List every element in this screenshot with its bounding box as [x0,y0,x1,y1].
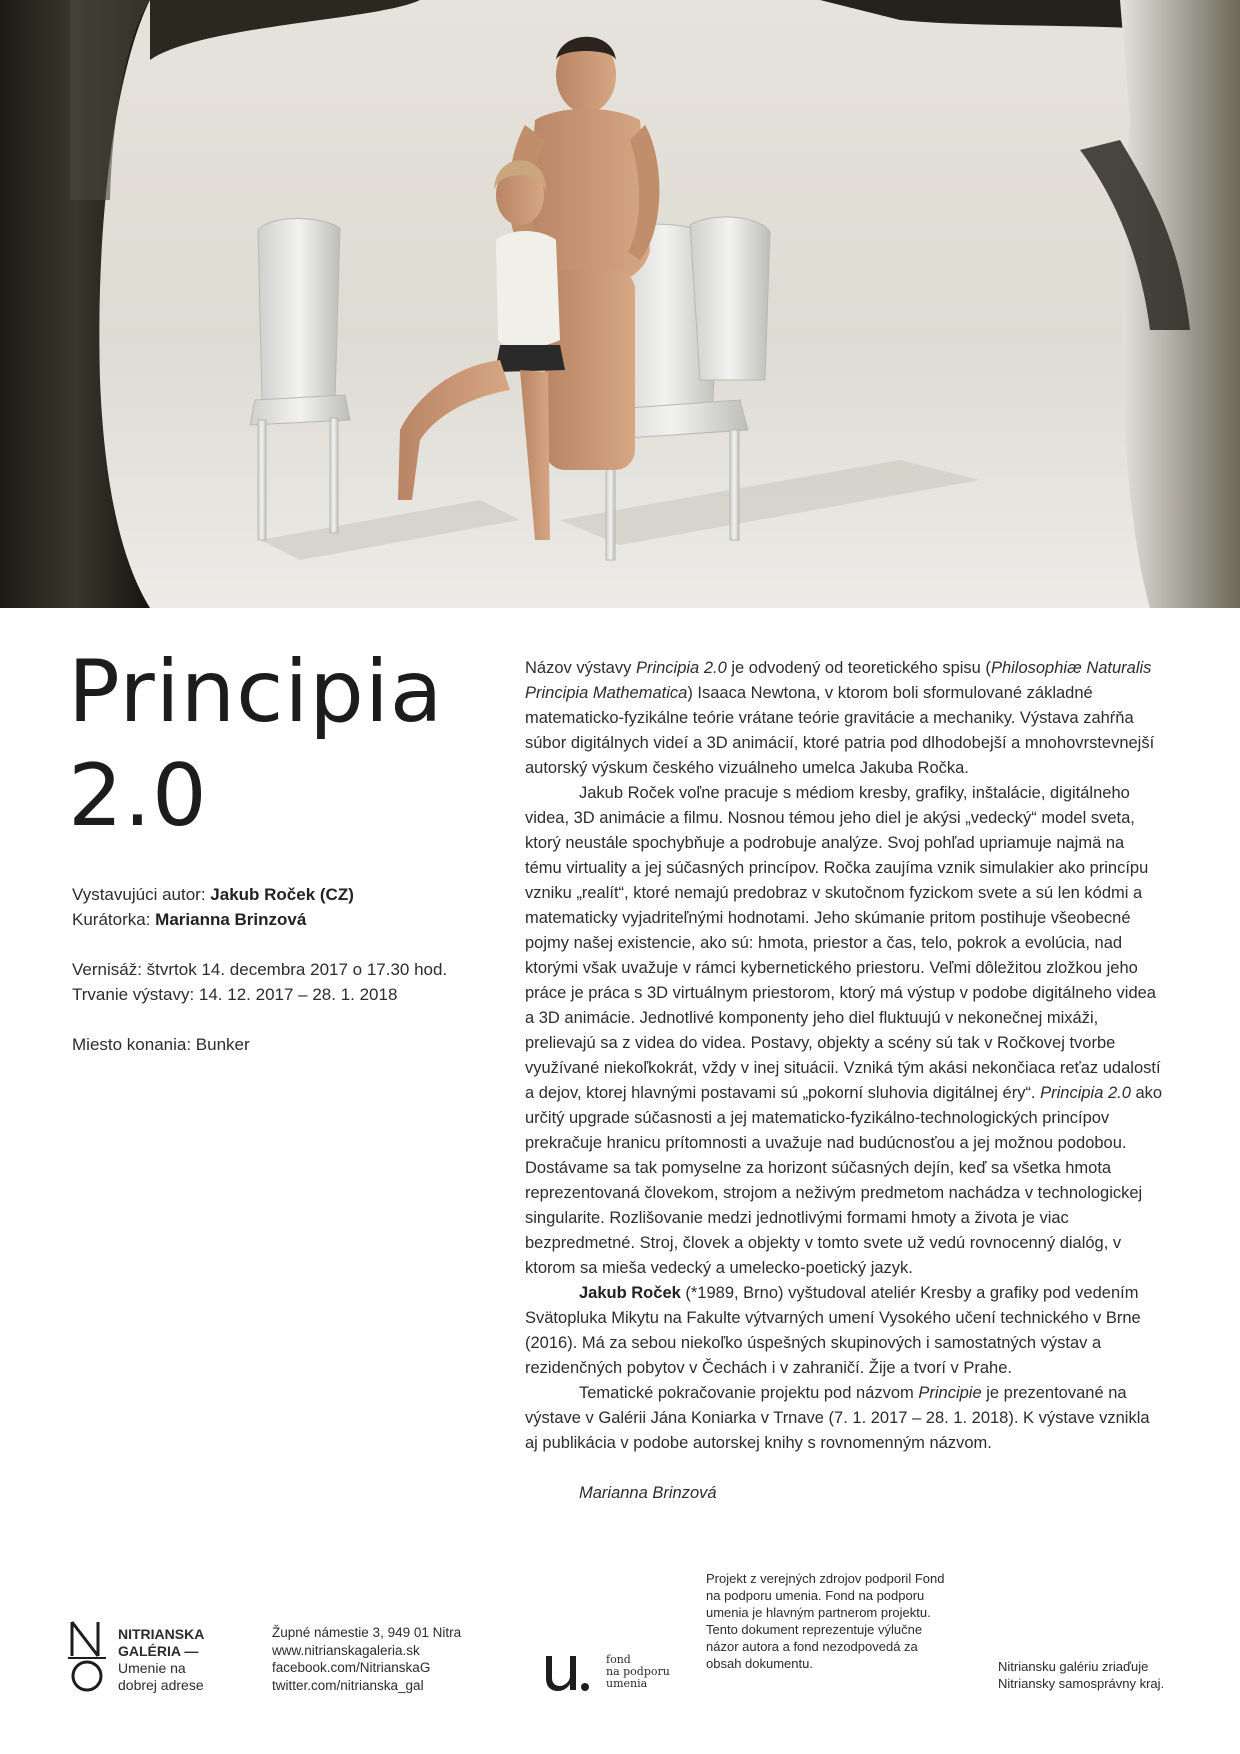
curator-label: Kurátorka: [72,910,151,929]
nitrianska-galeria-logo-icon [68,1620,106,1694]
author-line [72,882,492,907]
title-line-1: Principia [68,642,444,742]
founder-statement: Nitriansku galériu zriaďuje Nitriansky samosprávny kraj. [998,1659,1165,1691]
venue-line: Miesto konania: Bunker [72,1035,250,1054]
paragraph-4 [525,1381,1165,1456]
p1-exhibition-title: Principia 2.0 [635,659,727,677]
p2-text-a: Jakub Roček voľne pracuje s médiom kresby, grafiky, inštalácie, digitálneho videa, 3D animácie a filmu. Nosnou témou jeho diel je akýsi „vedecký“ model sveta, ktorý neustále spochybňuje a podrobuje analýze. Svoj pohľad upriamuje najmä na tému virtuality a jej súčasných princípov. Ročka zaujíma vznik simulakier ako princípu vzniku „realít“, ktoré nemajú predobraz v skutočnom fyzickom svete a sú len kódmi a matematicky vyjadriteľnými hodnotami. Jeho skúmanie pritom postihuje všeobecné pojmy našej existencie, ako sú: hmota, priestor a čas, telo, pokrok a evolúcia, nad ktorými však uvažuje v rámci kybernetického priestoru. Veľmi dôležitou zložkou jeho práce je práca s 3D virtuálnym priestorom, ktorý má výstup v podobe digitálneho videa a 3D animácie. Jednotlivé komponenty jeho diel fluktuujú v nekonečnej mixáži, prelievajú sa z videa do videa. Postavy, objekty a scény sú tak v Ročkovej tvorbe využívané niekoľkokrát, vždy v inej situácii. Vzniká tým akási nekončiaca reťaz udalostí a dejov, ktorej hlavnými postavami sú „pokorní sluhovia digitálnej éry“. [525,784,1161,1102]
p4-project-title: Principie [918,1384,982,1402]
page-title [68,640,488,848]
fond-name-line-2: na podporu [606,1665,670,1678]
p2-text-b: ako určitý upgrade súčasnosti a jej matematicko-fyzikálno-technologických princípov prekračuje hranicu prítomnosti a uvažuje nad budúcnosťou a jej možnou podobou. Dostávame sa tak pomyselne za horizont súčasných dejín, keď sa všetka hmota reprezentovaná človekom, strojom a neživým predmetom nachádza v technologickej singularite. Rozlišovanie medzi jednotlivými formami hmoty a života je viac bezpredmetné. Stroj, človek a objekty v tomto svete už vedú rovnocenný dialóg, v ktorom sa mieša vedecký a umelecko-poetický jazyk. [525,1084,1163,1277]
author-label: Vystavujúci autor: [72,885,206,904]
p4-text-a: Tematické pokračovanie projektu pod názvom [579,1384,919,1402]
gallery-slogan-line-2: dobrej adrese [118,1677,204,1693]
exhibition-info [72,882,492,1057]
duration-line: Trvanie výstavy: 14. 12. 2017 – 28. 1. 2018 [72,985,398,1004]
paragraph-1 [525,656,1165,781]
gallery-name-line-1: NITRIANSKA [118,1626,205,1642]
p1-text-a: Názov výstavy [525,659,636,677]
fond-name-line-1: fond [606,1653,631,1666]
signature: Marianna Brinzová [579,1484,717,1502]
p1-text-c: ) Isaaca Newtona, v ktorom boli sformulované základné matematicko-fyzikálne teórie vrátane teórie gravitácie a mechaniky. Výstava zahŕňa súbor digitálnych videí a 3D animácií, ktoré patria pod dlhodobejší a mnohovrstevnejší autorský výskum českého vizuálneho umelca Jakuba Ročka. [525,684,1155,777]
gallery-name [118,1626,204,1694]
facebook-link[interactable]: facebook.com/NitrianskaG [272,1660,431,1675]
curator-line [72,907,492,932]
fond-name [606,1654,670,1690]
opening-line: Vernisáž: štvrtok 14. decembra 2017 o 17.30 hod. [72,960,448,979]
funding-statement: Projekt z verejných zdrojov podporil Fond na podporu umenia. Fond na podporu umenia je hlavným partnerom projektu. Tento dokument reprezentuje výlučne názor autora a fond nezodpovedá za obsah dokumentu. [706,1571,945,1671]
p3-text: (*1989, Brno) vyštudoval ateliér Kresby a grafiky pod vedením Svätopluka Mikytu na Fakulte výtvarných umení Vysokého učení technického v Brne (2016). Má za sebou niekoľko úspešných skupinových i samostatných výstav a rezidenčných pobytov v Čechách i v zahraničí. Žije a tvorí v Prahe. [525,1284,1141,1377]
fond-name-line-3: umenia [606,1677,648,1690]
curator-name: Marianna Brinzová [155,910,307,929]
p2-exhibition-title: Principia 2.0 [1040,1084,1131,1102]
author-name: Jakub Roček (CZ) [210,885,354,904]
fond-na-podporu-umenia-logo-icon [542,1650,592,1692]
p3-artist-name: Jakub Roček [579,1284,681,1302]
twitter-link[interactable]: twitter.com/nitrianska_gal [272,1677,424,1693]
address: Župné námestie 3, 949 01 Nitra [272,1625,462,1640]
paragraph-3 [525,1281,1165,1381]
gallery-slogan-line-1: Umenie na [118,1660,186,1676]
p1-text-b: je odvodený od teoretického spisu ( [726,659,991,677]
contact-info [272,1624,461,1694]
exhibition-description [525,656,1165,1506]
gallery-name-line-2: GALÉRIA — [118,1643,199,1659]
website-link[interactable]: www.nitrianskagaleria.sk [272,1642,420,1658]
paragraph-2 [525,781,1165,1281]
hero-image [0,0,1240,608]
p4-text-b: je prezentované na výstave v Galérii Jána Koniarka v Trnave (7. 1. 2017 – 28. 1. 2018). K výstave vznikla aj publikácia v podobe autorskej knihy s rovnomenným názvom. [525,1384,1150,1452]
title-line-2: 2.0 [68,746,208,846]
p1-latin-title: Philosophiæ Naturalis Principia Mathematica [525,659,1152,702]
